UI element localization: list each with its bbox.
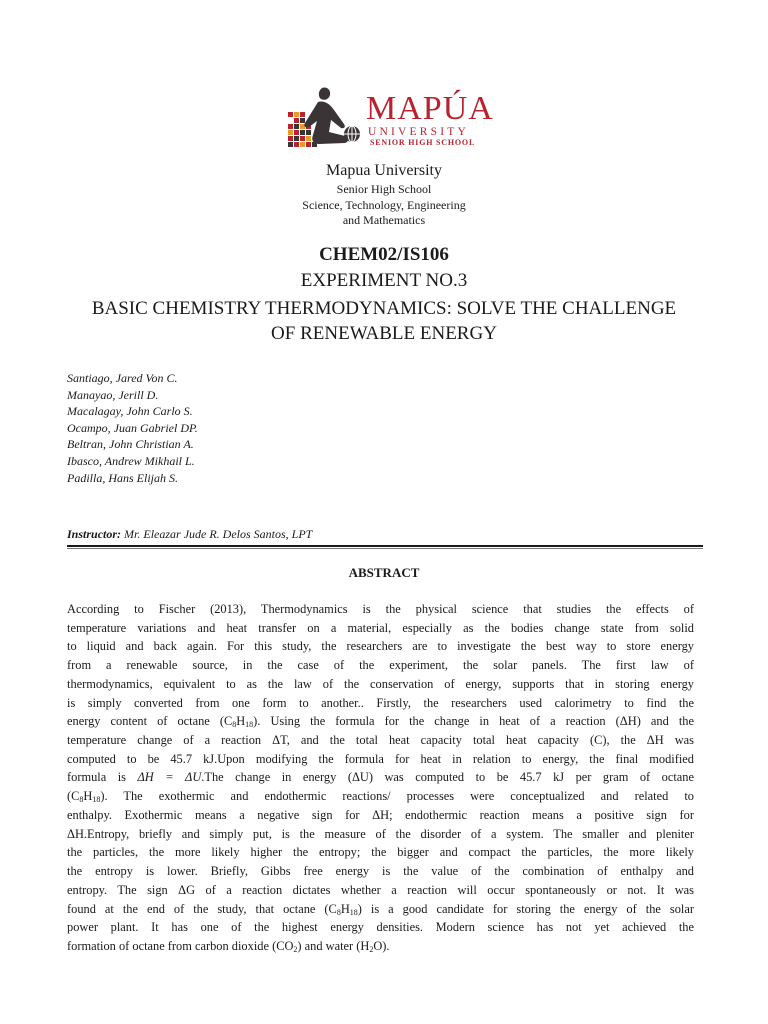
institution-subline: Senior High School [336,182,432,196]
abstract-line: According to Fischer (2013), Thermodynamics is the physical science that studies the effects of [67,602,694,616]
abstract-line: is simply converted from one form to another.. Firstly, the researchers used calorimetry to find the [67,695,694,710]
author-name: Manayao, Jerill D. [67,387,159,402]
abstract-line: energy content of octane $(C_8H_{18})$. Using the formula for the change in heat of a reaction (ΔH) and the [67,714,694,730]
paper-title [0,296,768,346]
institution-subline: Science, Technology, Engineering [302,198,466,212]
title-line: OF RENEWABLE ENERGY [271,323,497,344]
abstract-line: the particles, the more likely higher the entropy; the bigger and compact the particles, the more likely [67,845,694,860]
institution-subline: and Mathematics [342,213,426,227]
logo-school: SENIOR HIGH SCHOOL [370,138,476,147]
institution-name: Mapua University [326,162,442,179]
instructor-name: Mr. Eleazar Jude R. Delos Santos, LPT [124,527,313,541]
logo-name: MAPÚA [366,90,494,127]
title-line: BASIC CHEMISTRY THERMODYNAMICS: SOLVE THE CHALLENGE [91,298,677,319]
section-divider [67,545,703,547]
author-list [67,370,198,486]
abstract-heading: ABSTRACT [348,565,420,580]
abstract-line: power plant. It has one of the highest energy densities. Modern science has not yet achieved the [67,920,694,935]
experiment-number: EXPERIMENT NO.3 [300,270,468,291]
section-divider-shadow [67,548,703,549]
university-logo [284,82,494,154]
course-code: CHEM02/IS106 [319,244,449,265]
abstract-line: enthalpy. Exothermic means a negative sign for ΔH; endothermic reaction means a positive sign for [67,807,694,822]
author-name: Ocampo, Juan Gabriel DP. [67,420,198,435]
instructor-label: Instructor: [67,527,122,541]
abstract-line: temperature change of a reaction ΔT, and the total heat capacity total heat capacity (C), the ΔH was [67,733,694,748]
instructor-line [67,527,312,542]
abstract-line: formation of octane from carbon dioxide $(CO_2)$ and water $(H_2O)$. [67,938,390,954]
logo-wordmark [366,92,494,148]
abstract-line: thermodynamics, equivalent to as the law of the conservation of energy, supports that in storing energy [67,676,694,691]
abstract-line: $(C_8H_{18})$. The exothermic and endothermic reactions/ processes were conceptualized and related to [67,789,694,805]
abstract-line: entropy. The sign ΔG of a reaction dictates whether a reaction will occur spontaneously or not. It was [67,882,694,897]
abstract-line: temperature variations and heat transfer on a material, especially as the bodies change state from solid [67,620,694,635]
abstract-line: to liquid and back again. For this study, the researchers are to investigate the best way to store energy [67,639,694,654]
author-name: Macalagay, John Carlo S. [67,404,193,419]
author-name: Padilla, Hans Elijah S. [67,470,178,485]
abstract-line: from a renewable source, in the case of the experiment, the solar panels. The first law of [67,658,694,673]
abstract-line: computed to be 45.7 kJ.Upon modifying the formula for heat in relation to energy, the final modified [67,751,694,766]
abstract-line: the entropy is lower. Briefly, Gibbs free energy is the value of the combination of enthalpy and [67,864,694,879]
logo-university: UNIVERSITY [368,126,469,138]
abstract-body [67,600,694,956]
author-name: Beltran, John Christian A. [67,437,194,452]
abstract-line: ΔH.Entropy, briefly and simply put, is the measure of the disorder of a system. The smaller and pleniter [67,826,694,841]
logo-figure-icon [284,82,364,154]
author-name: Ibasco, Andrew Mikhail L. [67,453,195,468]
author-name: Santiago, Jared Von C. [67,371,178,385]
abstract-line: formula is ΔH = ΔU.The change in energy (ΔU) was computed to be 45.7 kJ per gram of octane [67,770,695,785]
abstract-line: found at the end of the study, that octane $(C_8H_{18})$ is a good candidate for storing the energy of the solar [67,901,694,917]
